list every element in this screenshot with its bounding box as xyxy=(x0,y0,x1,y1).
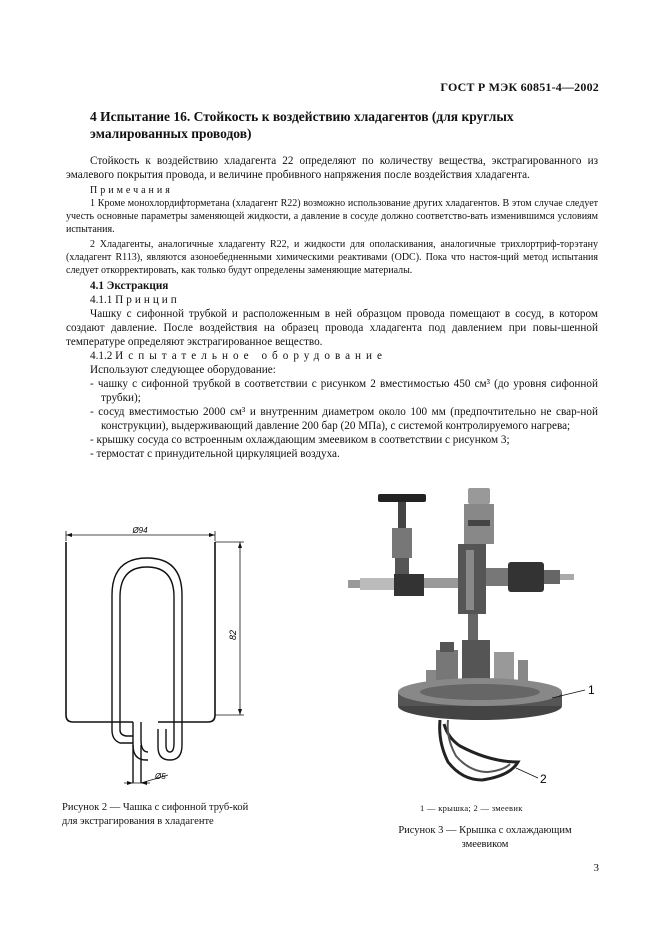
notes-heading: Примечания xyxy=(90,185,173,196)
section-title: 4 Испытание 16. Стойкость к воздействию хладагентов (для круглых эмалированных проводов) xyxy=(90,109,514,141)
figure-3-label-2: 2 xyxy=(540,772,547,786)
note-1: 1 Кроме монохлордифторметана (хладагент R22) возможно использование других хладагентов. В этом случае следует учесть основные параметры заменяющей жидкости, а давление в сосуде должно соответство-вать изменившимся условиям испытания. xyxy=(66,198,598,235)
section-4-1-1-heading xyxy=(66,293,598,307)
section-4-1-2-heading xyxy=(66,349,598,363)
figure-3-lid-photo xyxy=(340,480,600,800)
section-4-1-1-number: 4.1.1 xyxy=(90,294,113,306)
equipment-item-3: - крышку сосуда со встроенным охлаждающим змеевиком в соответствии с рисунком 3; xyxy=(90,434,510,446)
siphon-tube-outer xyxy=(112,558,182,760)
siphon-tube-inner xyxy=(120,567,174,752)
dim-width-label: Ø94 xyxy=(132,526,148,535)
cup-outline xyxy=(66,542,215,722)
figure-2-caption: Рисунок 2 — Чашка с сифонной труб-кой для экстрагирования в хладагенте xyxy=(62,802,249,827)
equipment-intro: Используют следующее оборудование: xyxy=(90,364,276,376)
body-text xyxy=(66,154,598,461)
dim-height-label: 82 xyxy=(228,629,238,641)
page-number: 3 xyxy=(593,862,599,874)
figure-3-caption: Рисунок 3 — Крышка с охлаждающим змеевиком xyxy=(398,825,572,850)
intro-paragraph: Стойкость к воздействию хладагента 22 определяют по количеству вещества, экстрагированного из эмалевого покрытия провода, и величине пробивного напряжения после воздействия хладагента. xyxy=(66,155,598,181)
equipment-item-1: - чашку с сифонной трубкой в соответствии с рисунком 2 вместимостью 450 см³ (до уровня сифонной трубки); xyxy=(90,378,598,404)
equipment-item-2: - сосуд вместимостью 2000 см³ и внутренним диаметром около 100 мм (предпочтительно не свар-ной конструкции), выдерживающий давление 200 бар (20 МПа), с системой контролируемого нагрева; xyxy=(90,406,598,432)
dim-tube-label: Ø5 xyxy=(155,772,166,781)
valve-handle xyxy=(378,494,426,502)
figure-2-cup-drawing xyxy=(58,525,258,795)
section-4-1-2-number: 4.1.2 xyxy=(90,350,113,362)
section-4-1-heading: 4.1 Экстракция xyxy=(90,280,169,292)
standard-code: ГОСТ Р МЭК 60851-4—2002 xyxy=(440,80,599,94)
figure-3-label-1: 1 xyxy=(588,683,595,697)
figure-3-legend: 1 — крышка; 2 — змеевик xyxy=(420,803,523,813)
note-2: 2 Хладагенты, аналогичные хладагенту R22, и жидкости для ополаскивания, аналогичные трихлортриф-торэтану (хладагент R113), являются азоноебедненными химическими реактивами (ODC). Пока что настоя-щий метод испытания следует откорректировать, как только будут определены заменяющие материалы. xyxy=(66,239,598,276)
equipment-item-4: - термостат с принудительной циркуляцией воздуха. xyxy=(90,448,340,460)
section-4-1-1-text: Чашку с сифонной трубкой и расположенным в ней образцом провода помещают в сосуд, в котором создают давление. После воздействия на образец провода хладагента под давлением при повы-шенной температуре определяют экстрагированное вещество. xyxy=(66,308,598,348)
section-4-1-1-title: Принцип xyxy=(115,294,180,306)
section-4-1-2-title: Испытательное оборудование xyxy=(115,350,387,362)
